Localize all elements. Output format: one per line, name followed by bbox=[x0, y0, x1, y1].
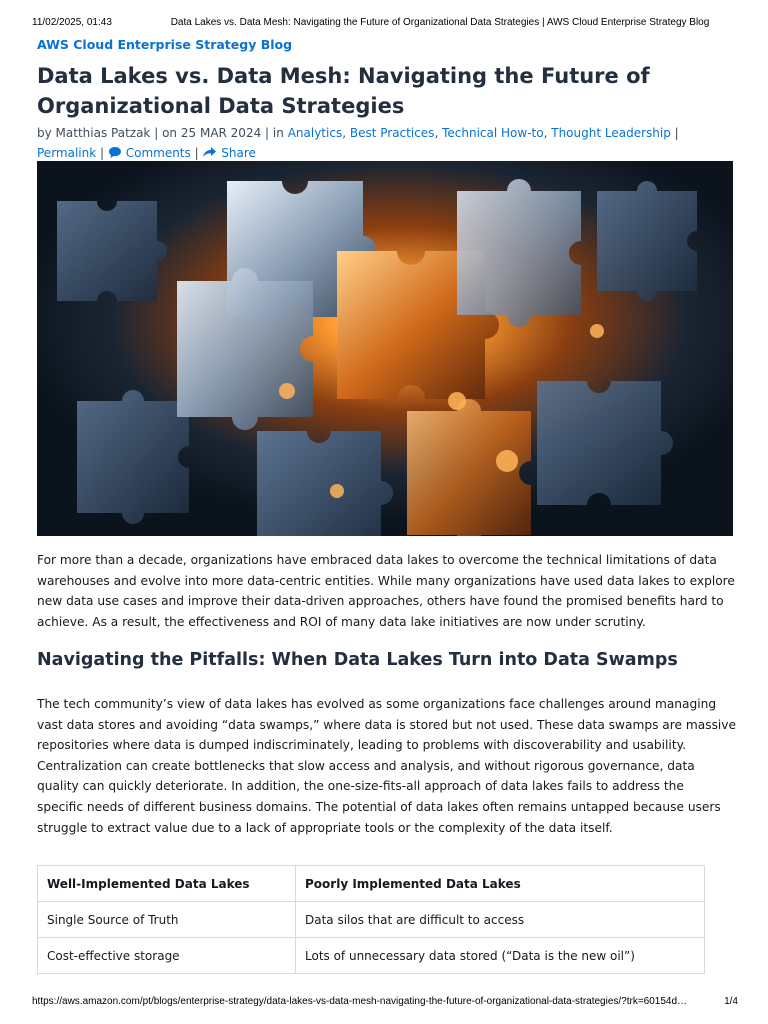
paragraph-line: specific needs of different business domains. The potential of data lakes often remains untapped because users bbox=[37, 799, 721, 814]
table-cell: Data silos that are difficult to access bbox=[296, 902, 705, 938]
paragraph-line: warehouses and evolve into more data-centric entities. While many organizations have used data lakes to explore bbox=[37, 573, 735, 588]
category-link-thought-leadership[interactable]: Thought Leadership bbox=[551, 126, 671, 140]
meta-author: Matthias Patzak bbox=[55, 126, 151, 140]
puzzle-pieces-image bbox=[37, 161, 733, 536]
meta-separator: | bbox=[154, 126, 159, 140]
paragraph-line: The tech community’s view of data lakes has evolved as some organizations face challenges around managing bbox=[37, 697, 717, 711]
article-title bbox=[37, 61, 737, 121]
meta-by: by bbox=[37, 126, 52, 140]
meta-on: on bbox=[162, 126, 178, 140]
paragraph-line: quality can quickly deteriorate. In addition, the one-size-fits-all approach of data lakes fails to address the bbox=[37, 779, 684, 794]
article-meta bbox=[37, 123, 737, 163]
comparison-table bbox=[37, 865, 705, 974]
table-cell: Lots of unnecessary data stored (“Data is the new oil”) bbox=[296, 938, 705, 974]
table-header-cell: Well-Implemented Data Lakes bbox=[38, 866, 296, 902]
comments-label: Comments bbox=[125, 146, 191, 160]
category-link-technical-how-to[interactable]: Technical How-to bbox=[442, 126, 544, 140]
meta-separator: | bbox=[265, 126, 270, 140]
print-footer bbox=[32, 996, 738, 1010]
category-link-best-practices[interactable]: Best Practices bbox=[349, 126, 435, 140]
hero-image bbox=[37, 161, 733, 536]
paragraph-line: repositories where data is dumped indiscriminately, leading to problems with discoverability and usability. bbox=[37, 738, 686, 753]
print-url: https://aws.amazon.com/pt/blogs/enterprise-strategy/data-lakes-vs-data-mesh-navigating-the-future-of-organizational-data-strategies/?trk=60154d… bbox=[32, 996, 688, 1007]
category-link-analytics[interactable]: Analytics bbox=[287, 126, 343, 140]
intro-paragraph bbox=[37, 550, 737, 632]
paragraph-line: Centralization can create bottlenecks that slow access and analysis, and without rigorous governance, data bbox=[37, 758, 695, 773]
print-page-number: 1/4 bbox=[724, 996, 738, 1007]
comments-link[interactable] bbox=[108, 146, 195, 160]
print-header bbox=[32, 17, 738, 31]
share-link[interactable] bbox=[202, 146, 255, 160]
article-title-line: Data Lakes vs. Data Mesh: Navigating the Future of bbox=[37, 64, 650, 88]
print-datetime: 11/02/2025, 01:43 bbox=[32, 17, 112, 28]
table-header-cell: Poorly Implemented Data Lakes bbox=[296, 866, 705, 902]
comment-icon bbox=[108, 146, 122, 159]
table-header-row bbox=[38, 866, 705, 902]
paragraph-line: vast data stores and avoiding “data swamps,” where data is stored but not used. These data swamps are massive bbox=[37, 717, 737, 732]
meta-date: 25 MAR 2024 bbox=[180, 126, 262, 140]
blog-name-link[interactable]: AWS Cloud Enterprise Strategy Blog bbox=[37, 37, 293, 52]
meta-in: in bbox=[272, 126, 284, 140]
section-paragraph bbox=[37, 694, 737, 838]
meta-row-2 bbox=[37, 143, 737, 163]
meta-separator: | bbox=[100, 146, 105, 160]
meta-separator: | bbox=[674, 126, 679, 140]
print-page-title: Data Lakes vs. Data Mesh: Navigating the Future of Organizational Data Strategies | AWS Cloud Enterprise Strategy Blog bbox=[170, 17, 710, 28]
meta-row-1: by Matthias Patzak | on 25 MAR 2024 | in Analytics, Best Practices, Technical How-to, Thought Leadership | bbox=[37, 126, 679, 140]
share-icon bbox=[202, 146, 217, 159]
paragraph-line: For more than a decade, organizations have embraced data lakes to overcome the technical limitations of data bbox=[37, 553, 717, 567]
permalink-link[interactable]: Permalink bbox=[37, 146, 97, 160]
meta-separator: | bbox=[194, 146, 199, 160]
share-label: Share bbox=[221, 146, 256, 160]
paragraph-line: new data use cases and improve their data-driven approaches, others have found the promised benefits hard to bbox=[37, 594, 724, 609]
table-row bbox=[38, 938, 705, 974]
table-row bbox=[38, 902, 705, 938]
table-cell: Single Source of Truth bbox=[38, 902, 296, 938]
paragraph-line: achieve. As a result, the effectiveness and ROI of many data lake initiatives are now under scrutiny. bbox=[37, 614, 646, 629]
paragraph-line: struggle to extract value due to a lack of appropriate tools or the complexity of the data itself. bbox=[37, 820, 613, 835]
article-title-line: Organizational Data Strategies bbox=[37, 94, 405, 118]
section-heading: Navigating the Pitfalls: When Data Lakes Turn into Data Swamps bbox=[37, 650, 678, 670]
table-cell: Cost-effective storage bbox=[38, 938, 296, 974]
